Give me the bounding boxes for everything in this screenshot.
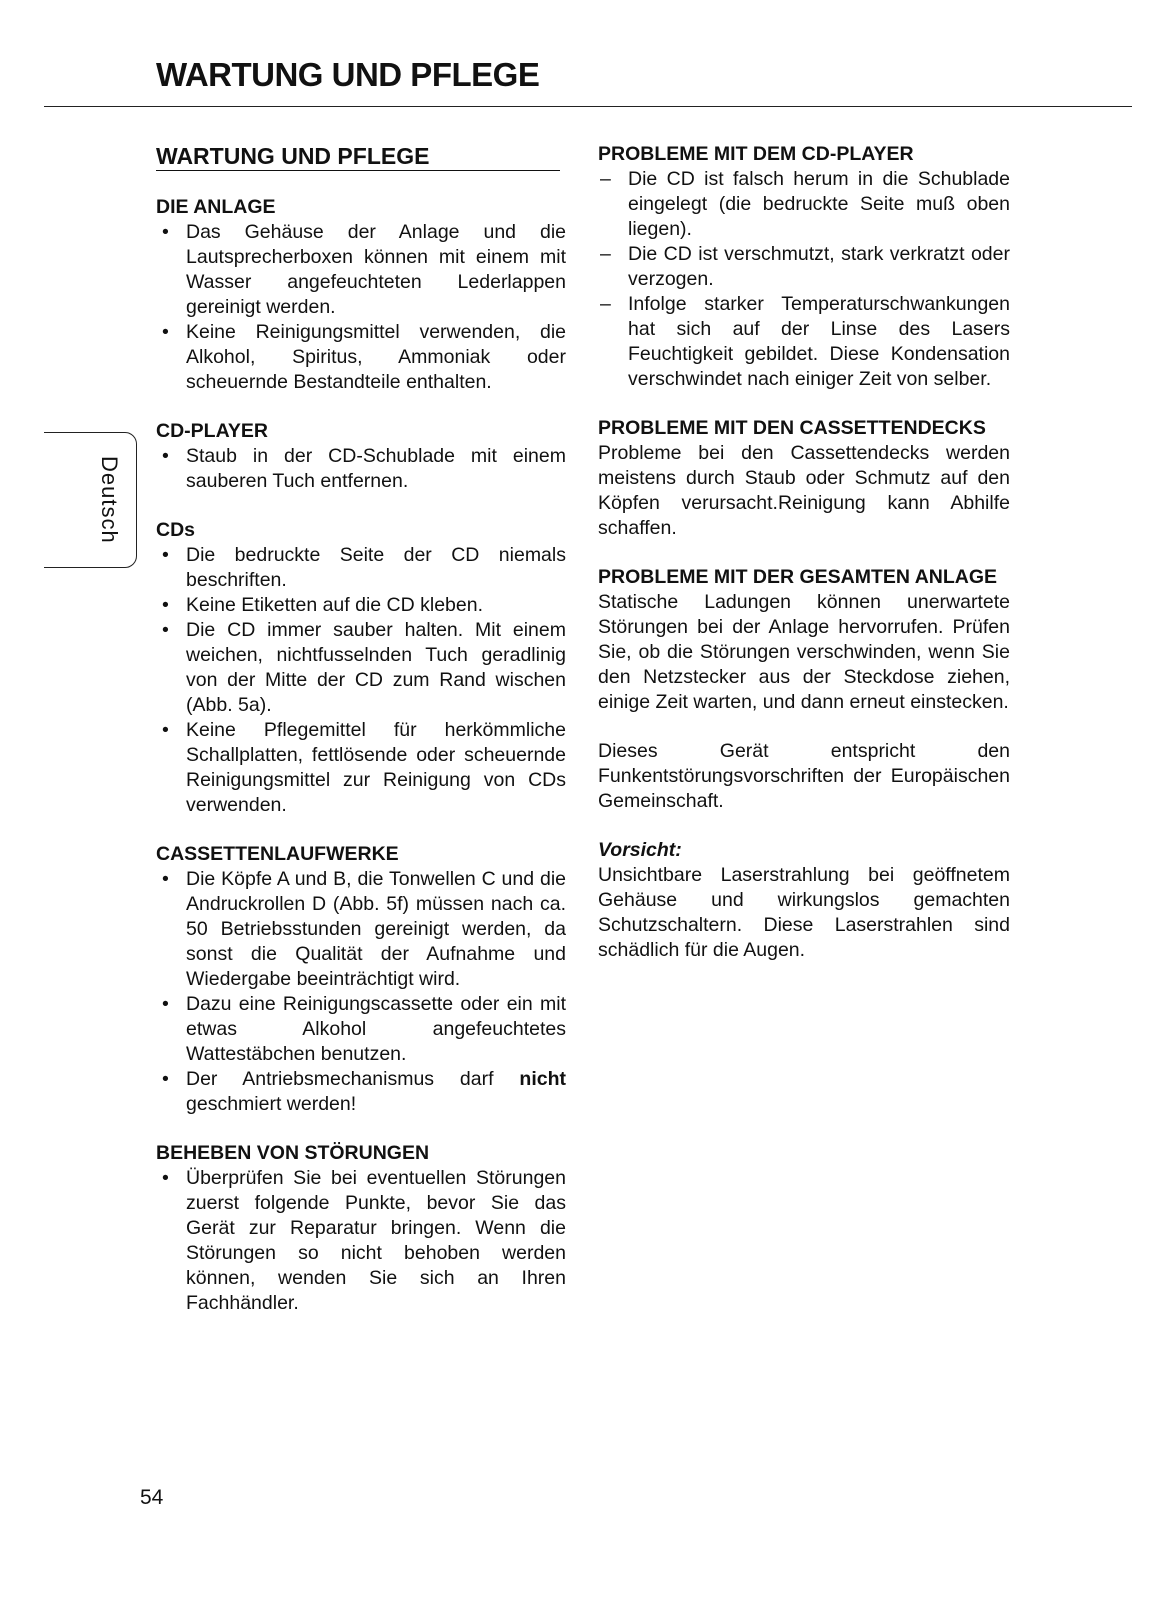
section-probleme-cassettendecks [598, 416, 1010, 541]
page-header-title: WARTUNG UND PFLEGE [156, 56, 540, 93]
heading-cd-player: CD-PLAYER [156, 420, 268, 442]
list-item: • Keine Reinigungsmittel verwenden, die Alkohol, Spiritus, Ammoniak oder scheuernde Bestandteile enthalten. [156, 320, 566, 395]
left-column [156, 142, 566, 1340]
list-cds [156, 543, 566, 818]
list-probleme-cd-player [598, 167, 1010, 392]
list-item: • Keine Etiketten auf die CD kleben. [156, 593, 566, 618]
list-item: • Die bedruckte Seite der CD niemals beschriften. [156, 543, 566, 593]
list-item: • Die Köpfe A und B, die Tonwellen C und die Andruckrollen D (Abb. 5f) müssen nach ca. 50 Betriebsstunden gereinigt werden, da sonst die Qualität der Aufnahme und Wiedergabe beeinträchtigt wird. [156, 867, 566, 992]
paragraph-konformitaet: Dieses Gerät entspricht den Funkentstörungsvorschriften der Europäischen Gemeinschaft. [598, 740, 1010, 812]
section-konformitaet [598, 739, 1010, 814]
section-title: WARTUNG UND PFLEGE [156, 142, 560, 171]
section-cds [156, 518, 566, 818]
list-item: • Keine Pflegemittel für herkömmliche Schallplatten, fettlösende oder scheuernde Reinigungsmittel zur Reinigung von CDs verwenden. [156, 718, 566, 818]
list-item: • Das Gehäuse der Anlage und die Lautsprecherboxen können mit einem mit Wasser angefeuchteten Lederlappen gereinigt werden. [156, 220, 566, 320]
heading-beheben-von-stoerungen: BEHEBEN VON STÖRUNGEN [156, 1142, 430, 1164]
section-probleme-gesamte-anlage [598, 565, 1010, 715]
list-item: • Dazu eine Reinigungscassette oder ein mit etwas Alkohol angefeuchtetes Wattestäbchen benutzen. [156, 992, 566, 1067]
language-tab [44, 432, 137, 568]
heading-vorsicht: Vorsicht: [598, 839, 682, 861]
section-cassettenlaufwerke [156, 842, 566, 1117]
list-beheben-von-stoerungen [156, 1166, 566, 1316]
section-beheben-von-stoerungen [156, 1141, 566, 1316]
right-column [598, 142, 1010, 987]
heading-cassettenlaufwerke: CASSETTENLAUFWERKE [156, 843, 399, 865]
language-tab-label: Deutsch [97, 456, 122, 544]
list-item: • Die CD immer sauber halten. Mit einem weichen, nichtfusselnden Tuch geradlinig von der Mitte der CD zum Rand wischen (Abb. 5a). [156, 618, 566, 718]
section-cd-player [156, 419, 566, 494]
header-divider [44, 106, 1132, 107]
heading-cds: CDs [156, 519, 196, 541]
list-item: • Überprüfen Sie bei eventuellen Störungen zuerst folgende Punkte, bevor Sie das Gerät zur Reparatur bringen. Wenn die Störungen so nicht behoben werden können, wenden Sie sich an Ihren Fachhändler. [156, 1166, 566, 1316]
list-item: – Die CD ist verschmutzt, stark verkratzt oder verzogen. [598, 242, 1010, 292]
list-die-anlage [156, 220, 566, 395]
list-item: • Staub in der CD-Schublade mit einem sauberen Tuch entfernen. [156, 444, 566, 494]
heading-probleme-gesamte-anlage: PROBLEME MIT DER GESAMTEN ANLAGE [598, 566, 998, 588]
list-item-text: Der Antriebsmechanismus darf [186, 1068, 520, 1090]
section-vorsicht [598, 838, 1010, 963]
list-cd-player [156, 444, 566, 494]
list-item-text: geschmiert werden! [186, 1093, 357, 1115]
section-die-anlage [156, 195, 566, 395]
paragraph-cassettendecks: Probleme bei den Cassettendecks werden meistens durch Staub oder Schmutz auf den Köpfen verursacht.Reinigung kann Abhilfe schaffen. [598, 442, 1010, 539]
emphasis-nicht: nicht [519, 1068, 566, 1090]
heading-die-anlage: DIE ANLAGE [156, 196, 276, 218]
paragraph-vorsicht: Unsichtbare Laserstrahlung bei geöffnetem Gehäuse und wirkungslos gemachten Schutzschaltern. Diese Laserstrahlen sind schädlich für die Augen. [598, 864, 1010, 961]
heading-probleme-cassettendecks: PROBLEME MIT DEN CASSETTENDECKS [598, 417, 986, 439]
page-number: 54 [140, 1486, 164, 1509]
list-item: – Die CD ist falsch herum in die Schublade eingelegt (die bedruckte Seite muß oben liegen). [598, 167, 1010, 242]
paragraph-gesamte-anlage: Statische Ladungen können unerwartete Störungen bei der Anlage hervorrufen. Prüfen Sie, ob die Störungen verschwinden, wenn Sie den Netzstecker aus der Steckdose ziehen, einige Zeit warten, und dann erneut einstecken. [598, 591, 1010, 713]
section-probleme-cd-player [598, 142, 1010, 392]
list-item [156, 1067, 566, 1117]
list-item: – Infolge starker Temperaturschwankungen hat sich auf der Linse des Lasers Feuchtigkeit gebildet. Diese Kondensation verschwindet nach einiger Zeit von selber. [598, 292, 1010, 392]
list-cassettenlaufwerke [156, 867, 566, 1117]
heading-probleme-cd-player: PROBLEME MIT DEM CD-PLAYER [598, 143, 914, 165]
